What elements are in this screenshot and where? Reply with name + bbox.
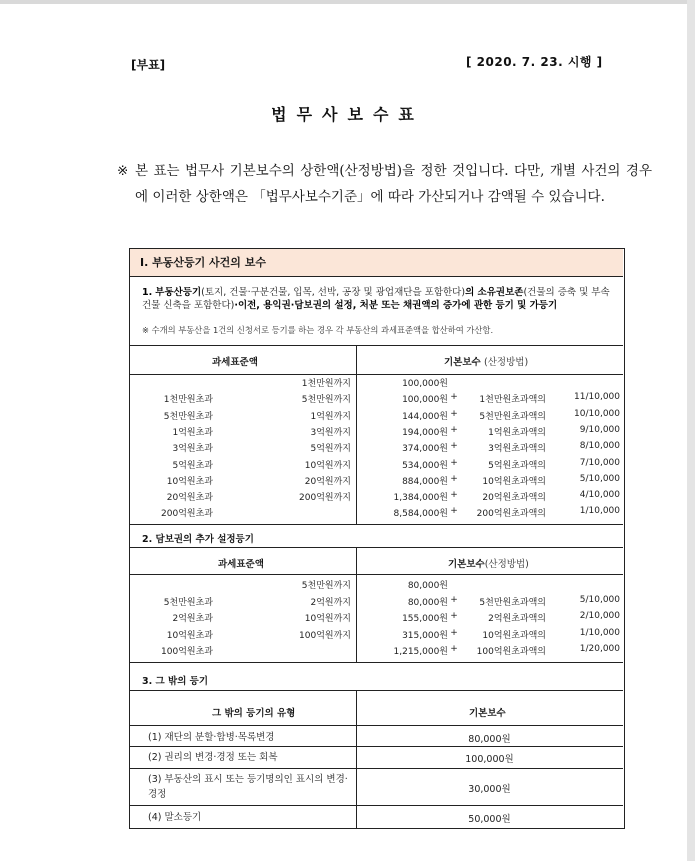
cell-fee-amount: 1,215,000원 bbox=[393, 647, 448, 657]
cell-base-from: 1억원초과 bbox=[172, 427, 213, 438]
cell-rate: 5/10,000 bbox=[579, 594, 620, 605]
table-row bbox=[130, 578, 623, 594]
cell-excess: 10억원초과액의 bbox=[482, 476, 546, 487]
section-header: Ⅰ. 부동산등기 사건의 보수 bbox=[130, 249, 623, 277]
divider bbox=[130, 768, 623, 769]
cell-base-to: 10억원까지 bbox=[304, 614, 351, 624]
cell-fee-amount: 315,000원 bbox=[402, 630, 448, 641]
divider bbox=[130, 524, 623, 525]
cell-plus: + bbox=[450, 473, 458, 484]
cell-base-from: 20억원초과 bbox=[166, 493, 213, 504]
cell-fee-amount: 374,000원 bbox=[402, 444, 448, 455]
cell-base-from: 5천만원초과 bbox=[163, 597, 213, 608]
item1-note: ※ 수개의 부동산을 1건의 신청서로 등기를 하는 경우 각 부동산의 과세표준액을 합산하여 가산함. bbox=[142, 325, 494, 335]
col-header-fee bbox=[448, 556, 529, 570]
item3-title: 3. 그 밖의 등기 bbox=[142, 676, 209, 687]
divider bbox=[130, 574, 623, 575]
col-header-fee: 기본보수 bbox=[469, 708, 506, 719]
divider bbox=[130, 345, 623, 346]
cell-fee-amount: 8,584,000원 bbox=[393, 509, 448, 520]
appendix-label: [부표] bbox=[131, 58, 166, 72]
cell-fee-amount: 155,000원 bbox=[402, 614, 448, 624]
cell-base-to: 3억원까지 bbox=[310, 427, 351, 438]
notice-mark: ※ bbox=[117, 163, 129, 179]
cell-base-from: 10억원초과 bbox=[166, 630, 213, 641]
cell-base-to: 5천만원까지 bbox=[301, 581, 351, 591]
cell-fee-amount: 534,000원 bbox=[402, 460, 448, 471]
cell-excess: 200억원초과액의 bbox=[476, 509, 546, 520]
cell-fee-amount: 80,000원 bbox=[407, 597, 448, 608]
other-fee-1: 80,000원 bbox=[468, 734, 511, 745]
cell-rate: 9/10,000 bbox=[579, 424, 620, 435]
cell-base-to: 100억원까지 bbox=[299, 630, 351, 641]
table-row bbox=[130, 458, 623, 474]
cell-rate: 1/10,000 bbox=[579, 627, 620, 638]
item1-bold3: ·이전, 용익권·담보권의 설정, 처분 또는 채권액의 증가에 관한 등기 및 가등기 bbox=[234, 300, 558, 311]
cell-base-to: 200억원까지 bbox=[299, 493, 351, 504]
cell-base-from: 5억원초과 bbox=[172, 460, 213, 471]
effective-date-label: [ 2020. 7. 23. 시행 ] bbox=[466, 55, 603, 69]
cell-rate: 2/10,000 bbox=[579, 611, 620, 621]
cell-base-from: 100억원초과 bbox=[161, 647, 213, 657]
divider bbox=[130, 746, 623, 747]
col-header-fee-sub: (산정방법) bbox=[484, 559, 529, 570]
divider bbox=[130, 725, 623, 726]
table-row bbox=[130, 644, 623, 660]
scrollbar[interactable] bbox=[687, 0, 695, 861]
item1-num: 1. bbox=[142, 287, 153, 298]
other-fee-3: 30,000원 bbox=[468, 784, 511, 795]
table-row bbox=[130, 409, 623, 425]
col-header-fee-label: 기본보수 bbox=[444, 357, 481, 368]
item1-bold2: 의 소유권보존 bbox=[465, 287, 524, 298]
other-type-4: (4) 말소등기 bbox=[148, 812, 202, 823]
col-header-fee-sub: (산정방법) bbox=[484, 357, 529, 368]
cell-base-from: 10억원초과 bbox=[166, 476, 213, 487]
cell-fee-amount: 144,000원 bbox=[402, 411, 448, 422]
cell-base-from: 3억원초과 bbox=[172, 444, 213, 455]
cell-rate: 11/10,000 bbox=[574, 392, 620, 403]
divider bbox=[130, 374, 623, 375]
cell-excess: 5천만원초과액의 bbox=[479, 597, 546, 608]
cell-excess: 1천만원초과액의 bbox=[479, 395, 546, 406]
table-row bbox=[130, 490, 623, 506]
page-title: 법무사보수표 bbox=[271, 105, 424, 124]
col-header-base: 과세표준액 bbox=[218, 559, 264, 570]
cell-base-from: 2억원초과 bbox=[172, 614, 213, 624]
col-header-base: 과세표준액 bbox=[212, 357, 258, 368]
cell-excess: 1억원초과액의 bbox=[488, 427, 546, 438]
table-row bbox=[130, 628, 623, 644]
cell-rate: 1/10,000 bbox=[579, 506, 620, 517]
cell-rate: 7/10,000 bbox=[579, 457, 620, 468]
table-row bbox=[130, 611, 623, 627]
col-header-type: 그 밖의 등기의 유형 bbox=[212, 708, 296, 719]
cell-excess: 5천만원초과액의 bbox=[479, 411, 546, 422]
cell-base-to: 2억원까지 bbox=[310, 597, 351, 608]
table-row bbox=[130, 376, 623, 392]
cell-fee-amount: 194,000원 bbox=[402, 427, 448, 438]
col-header-fee bbox=[444, 354, 528, 368]
cell-base-from: 200억원초과 bbox=[161, 509, 213, 520]
cell-fee-amount: 1,384,000원 bbox=[393, 493, 448, 504]
item1-plain1: (토지, 건물·구분건물, 입목, 선박, 공장 및 광업재단을 포함한다) bbox=[201, 287, 466, 298]
cell-plus: + bbox=[450, 644, 458, 654]
table-row bbox=[130, 425, 623, 441]
cell-excess: 3억원초과액의 bbox=[488, 444, 546, 455]
item1-plain2: (건물의 증축 및 부속건물 신축을 포함한다) bbox=[142, 287, 610, 311]
cell-plus: + bbox=[450, 457, 458, 468]
table-row bbox=[130, 474, 623, 490]
other-type-1: (1) 재단의 분할·합병·목록변경 bbox=[148, 732, 275, 743]
cell-base-to: 1억원까지 bbox=[310, 411, 351, 422]
cell-plus: + bbox=[450, 627, 458, 638]
item1-bold1: 부동산등기 bbox=[155, 287, 202, 298]
cell-plus: + bbox=[450, 424, 458, 435]
cell-excess: 10억원초과액의 bbox=[482, 630, 546, 641]
cell-plus: + bbox=[450, 441, 458, 452]
other-fee-2: 100,000원 bbox=[465, 754, 514, 765]
cell-fee-amount: 100,000원 bbox=[402, 395, 448, 406]
cell-base-to: 1천만원까지 bbox=[301, 379, 351, 389]
notice-text: 본 표는 법무사 기본보수의 상한액(산정방법)을 정한 것입니다. 다만, 개별 사건의 경우에 이러한 상한액은 「법무사보수기준」에 따라 가산되거나 감액될 수 있습니다. bbox=[135, 163, 652, 205]
notice-paragraph bbox=[117, 158, 652, 210]
cell-base-from: 1천만원초과 bbox=[163, 395, 213, 406]
cell-base-to: 20억원까지 bbox=[304, 476, 351, 487]
divider bbox=[130, 662, 623, 663]
other-type-2: (2) 권리의 변경·경정 또는 회복 bbox=[148, 752, 278, 763]
cell-excess: 100억원초과액의 bbox=[476, 647, 546, 657]
cell-rate: 4/10,000 bbox=[579, 490, 620, 501]
cell-excess: 5억원초과액의 bbox=[488, 460, 546, 471]
item1-description bbox=[142, 286, 612, 312]
col-header-fee-label: 기본보수 bbox=[448, 559, 485, 570]
divider bbox=[130, 805, 623, 806]
divider bbox=[130, 547, 623, 548]
table-row bbox=[130, 392, 623, 408]
cell-excess: 20억원초과액의 bbox=[482, 493, 546, 504]
other-fee-4: 50,000원 bbox=[468, 814, 511, 825]
cell-plus: + bbox=[450, 392, 458, 403]
cell-base-to: 10억원까지 bbox=[304, 460, 351, 471]
fee-table-box bbox=[129, 248, 625, 829]
cell-plus: + bbox=[450, 490, 458, 501]
item2-title: 2. 담보권의 추가 설정등기 bbox=[142, 534, 254, 545]
cell-base-from: 5천만원초과 bbox=[163, 411, 213, 422]
table-row bbox=[130, 506, 623, 522]
table-row bbox=[130, 595, 623, 611]
cell-fee-amount: 80,000원 bbox=[407, 581, 448, 591]
cell-base-to: 5억원까지 bbox=[310, 444, 351, 455]
cell-plus: + bbox=[450, 594, 458, 605]
cell-rate: 10/10,000 bbox=[574, 408, 620, 419]
cell-plus: + bbox=[450, 408, 458, 419]
other-type-3: (3) 부동산의 표시 또는 등기명의인 표시의 변경·경정 bbox=[148, 774, 348, 800]
cell-plus: + bbox=[450, 611, 458, 621]
table-row bbox=[130, 441, 623, 457]
divider bbox=[130, 690, 623, 691]
cell-rate: 8/10,000 bbox=[579, 441, 620, 452]
cell-excess: 2억원초과액의 bbox=[488, 614, 546, 624]
cell-fee-amount: 100,000원 bbox=[402, 379, 448, 389]
cell-plus: + bbox=[450, 506, 458, 517]
cell-fee-amount: 884,000원 bbox=[402, 476, 448, 487]
cell-rate: 1/20,000 bbox=[579, 644, 620, 654]
cell-base-to: 5천만원까지 bbox=[301, 395, 351, 406]
cell-rate: 5/10,000 bbox=[579, 473, 620, 484]
top-border bbox=[0, 0, 695, 4]
